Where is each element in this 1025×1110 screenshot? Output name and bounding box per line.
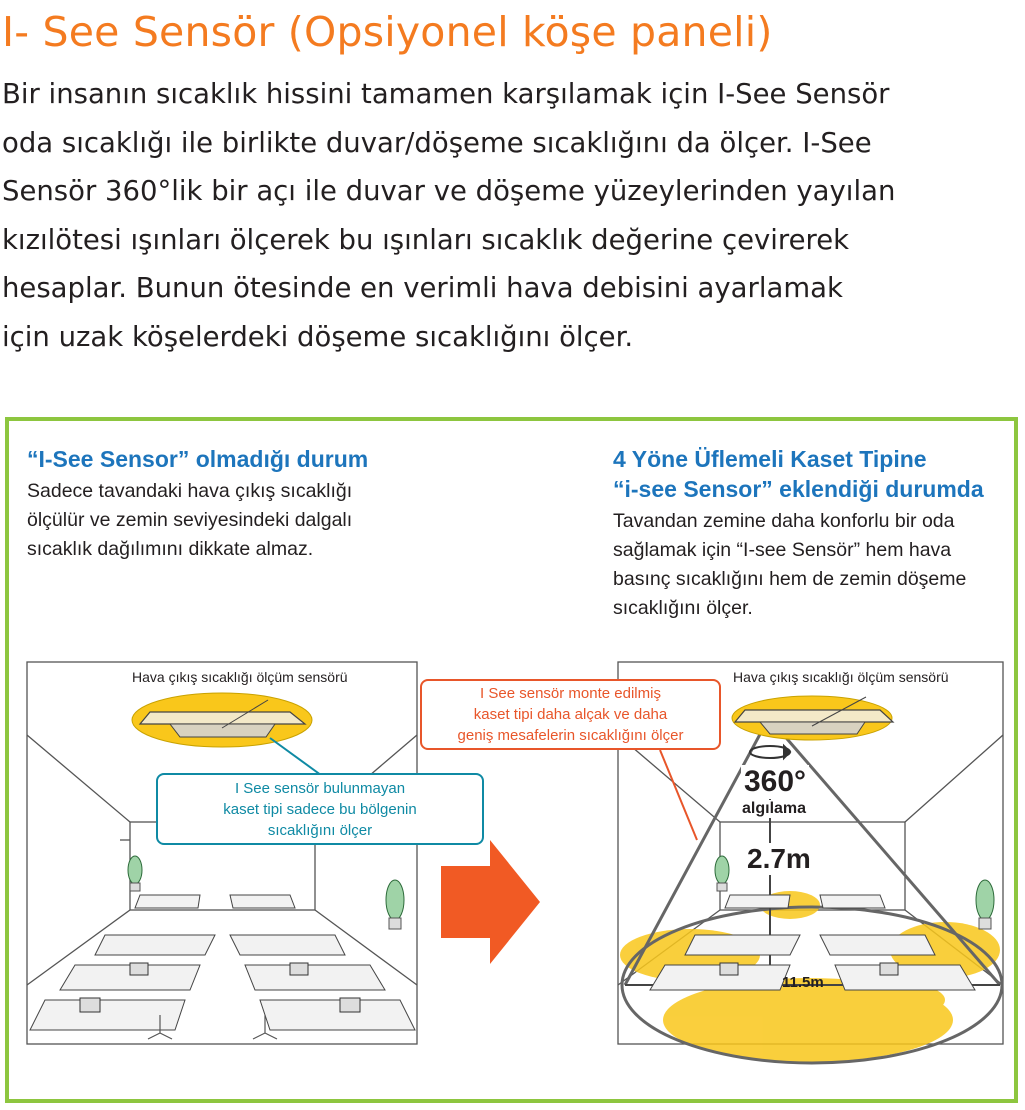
ceiling-cassette-icon (732, 696, 893, 740)
width-label: 11.5m (782, 974, 824, 991)
right-sensor-label: Hava çıkış sıcaklığı ölçüm sensörü (733, 669, 949, 685)
left-text-line: sıcaklık dağılımını dikkate almaz. (27, 538, 314, 560)
left-callout-line: I See sensör bulunmayan (234, 780, 406, 797)
left-text-line: Sadece tavandaki hava çıkış sıcaklığı (27, 480, 353, 502)
left-callout-line: kaset tipi sadece bu bölgenin (223, 801, 417, 818)
right-callout-line: kaset tipi daha alçak ve daha (473, 706, 668, 723)
left-heading: “I-See Sensor” olmadığı durum (27, 446, 369, 472)
left-text-line: ölçülür ve zemin seviyesindeki dalgalı (27, 509, 353, 531)
intro-line: kızılötesi ışınları ölçerek bu ışınları sıcaklık değerine çevirerek (2, 223, 850, 256)
intro-line: için uzak köşelerdeki döşeme sıcaklığını ölçer. (2, 320, 634, 353)
intro-line: hesaplar. Bunun ötesinde en verimli hava debisini ayarlamak (2, 272, 843, 304)
left-sensor-label: Hava çıkış sıcaklığı ölçüm sensörü (132, 669, 348, 685)
right-text-line: sıcaklığını ölçer. (613, 597, 753, 619)
angle-label: algılama (739, 800, 809, 818)
right-callout-line: geniş mesafelerin sıcaklığını ölçer (457, 727, 684, 744)
intro-line: Bir insanın sıcaklık hissini tamamen karşılamak için I-See Sensör (2, 78, 890, 110)
right-callout-line: I See sensör monte edilmiş (480, 685, 661, 702)
page-title: I- See Sensör (Opsiyonel köşe paneli) (2, 8, 773, 56)
left-callout-line: sıcaklığını ölçer (267, 822, 373, 839)
intro-line: Sensör 360°lik bir açı ile duvar ve döşeme yüzeylerinden yayılan (2, 175, 896, 207)
angle-value: 360° (741, 765, 809, 799)
intro-line: oda sıcaklığı ile birlikte duvar/döşeme sıcaklığını da ölçer. I-See (2, 126, 872, 159)
right-text-line: sağlamak için “I-see Sensör” hem hava (613, 539, 952, 561)
right-heading-line: “i-see Sensor” eklendiği durumda (613, 476, 984, 502)
height-label: 2.7m (747, 843, 811, 874)
right-heading-line: 4 Yöne Üflemeli Kaset Tipine (613, 446, 927, 472)
right-text-line: Tavandan zemine daha konforlu bir oda (613, 510, 955, 532)
right-text-line: basınç sıcaklığını hem de zemin döşeme (613, 568, 967, 590)
rotate-arrow-icon (750, 746, 790, 758)
right-callout (420, 679, 721, 750)
